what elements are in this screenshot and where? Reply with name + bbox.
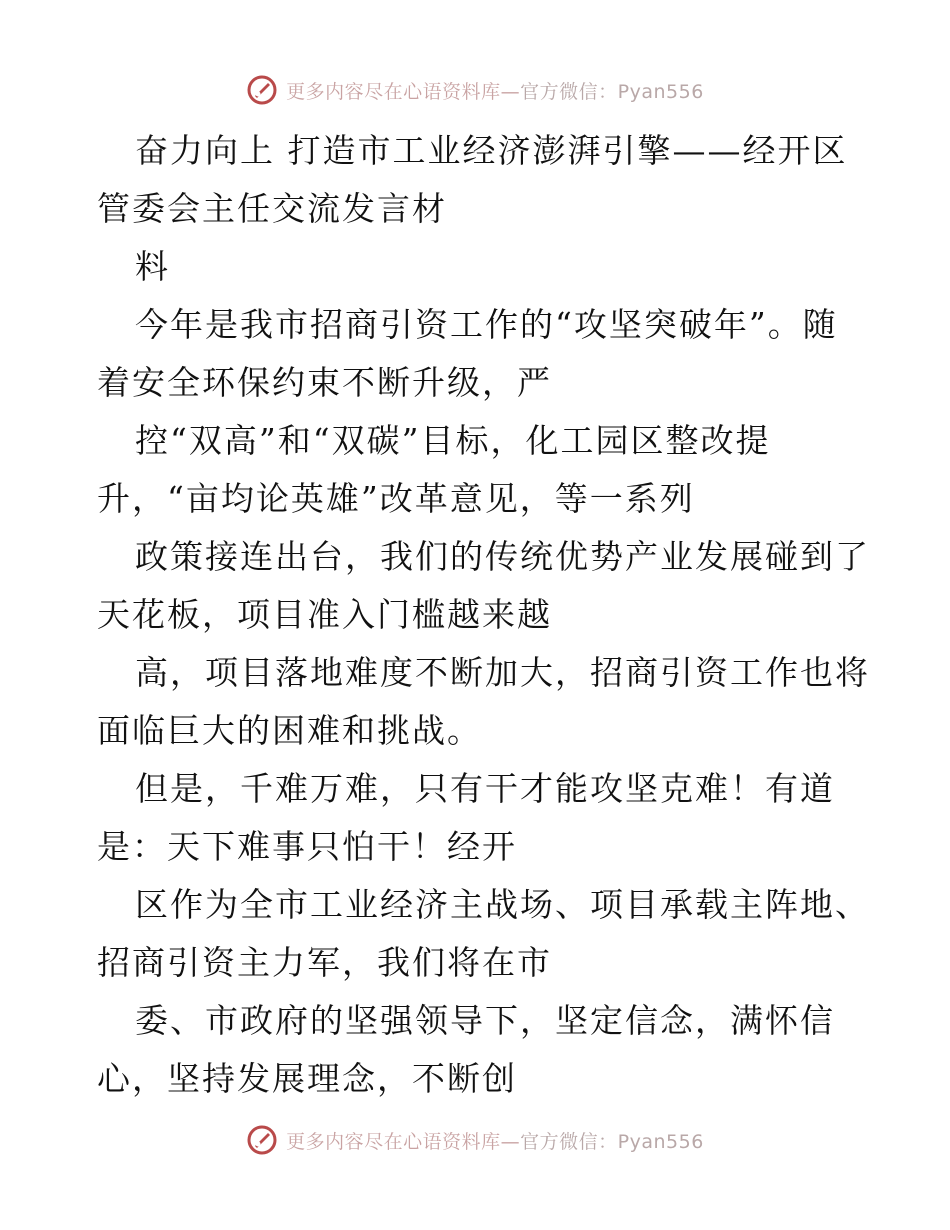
paragraph-line: 高，项目落地难度不断加大，招商引资工作也将 bbox=[135, 653, 870, 692]
doc-title-line-2: 管委会主任交流发言材 bbox=[97, 189, 447, 228]
quill-logo-icon bbox=[246, 74, 278, 106]
footer-banner-text: 更多内容尽在心语资料库—官方微信：Pyan556 bbox=[286, 1130, 704, 1153]
header-banner bbox=[0, 70, 950, 110]
paragraph-line: 政策接连出台，我们的传统优势产业发展碰到了 bbox=[135, 537, 870, 576]
paragraph-line: 着安全环保约束不断升级，严 bbox=[97, 363, 552, 402]
document-body bbox=[97, 122, 870, 1108]
quill-logo-icon bbox=[246, 1124, 278, 1156]
paragraph-line: 控“双高”和“双碳”目标，化工园区整改提 bbox=[135, 421, 771, 460]
paragraph-line: 招商引资主力军，我们将在市 bbox=[97, 943, 552, 982]
paragraph-line: 区作为全市工业经济主战场、项目承载主阵地、 bbox=[135, 885, 870, 924]
footer-banner bbox=[0, 1120, 950, 1160]
doc-title-line-1: 奋力向上 打造市工业经济澎湃引擎——经开区 bbox=[135, 131, 848, 170]
paragraph-line: 心，坚持发展理念，不断创 bbox=[97, 1059, 517, 1098]
paragraph-line: 委、市政府的坚强领导下，坚定信念，满怀信 bbox=[135, 1001, 835, 1040]
header-banner-text: 更多内容尽在心语资料库—官方微信：Pyan556 bbox=[286, 80, 704, 103]
paragraph-line: 面临巨大的困难和挑战。 bbox=[97, 711, 482, 750]
doc-title-line-3: 料 bbox=[135, 247, 170, 286]
paragraph-line: 天花板，项目准入门槛越来越 bbox=[97, 595, 552, 634]
paragraph-line: 升，“亩均论英雄”改革意见，等一系列 bbox=[97, 479, 695, 518]
paragraph-line: 是：天下难事只怕干！经开 bbox=[97, 827, 517, 866]
paragraph-line: 今年是我市招商引资工作的“攻坚突破年”。随 bbox=[135, 305, 838, 344]
paragraph-line: 但是，千难万难，只有干才能攻坚克难！有道 bbox=[135, 769, 835, 808]
